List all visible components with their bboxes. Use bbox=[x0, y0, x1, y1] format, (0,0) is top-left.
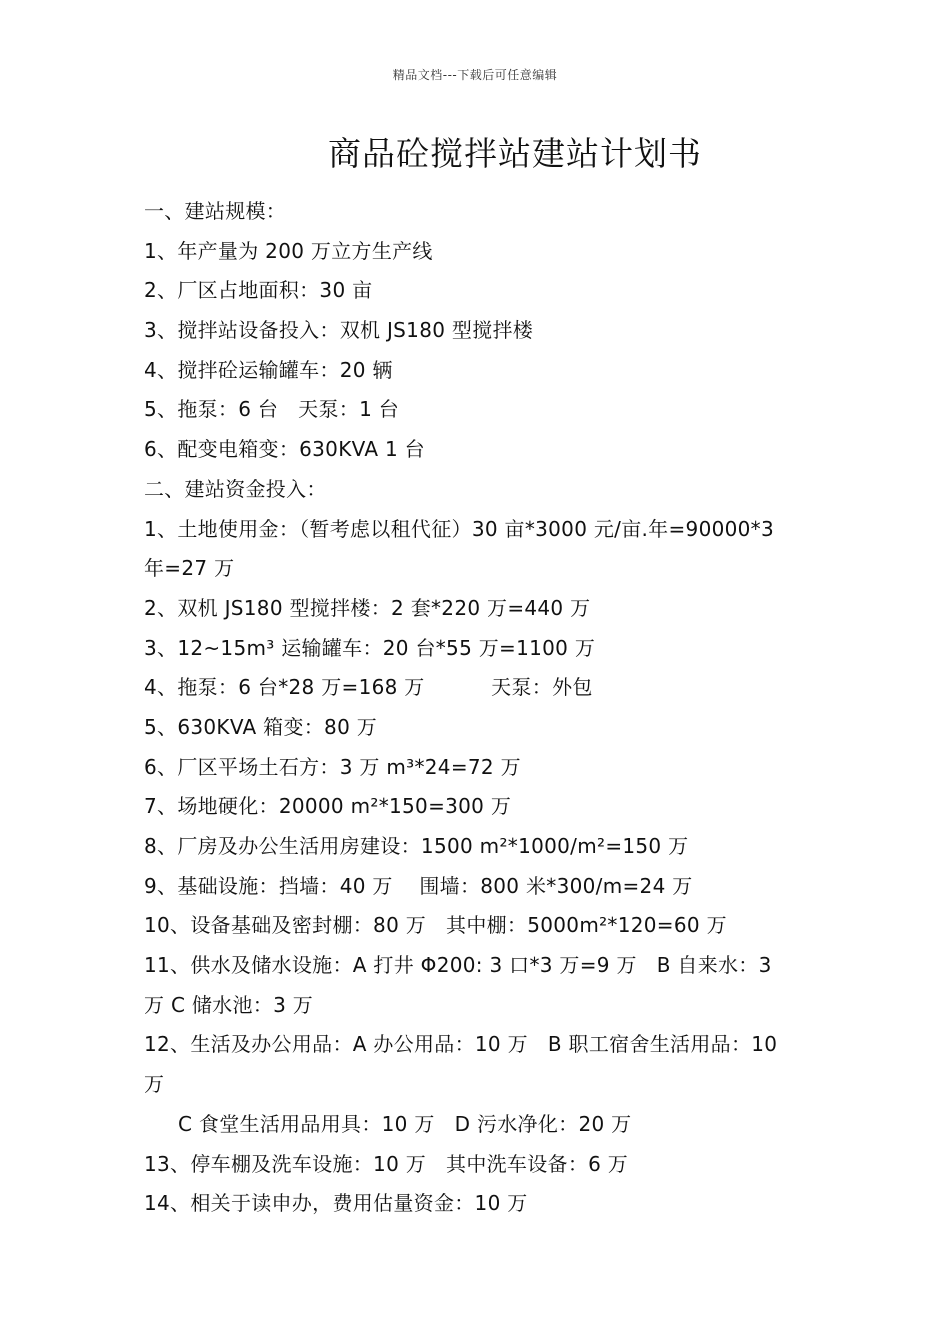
list-item-continuation: 年=27 万 bbox=[144, 556, 235, 581]
list-item: 4、拖泵：6 台*28 万=168 万 天泵：外包 bbox=[144, 675, 593, 700]
list-item: 9、基础设施：挡墙：40 万 围墙：800 米*300/m=24 万 bbox=[144, 873, 693, 898]
list-item: 3、12~15m³ 运输罐车：20 台*55 万=1100 万 bbox=[144, 635, 596, 660]
section-heading-scale: 一、建站规模： bbox=[144, 199, 287, 223]
list-item-continuation: 万 C 储水池：3 万 bbox=[144, 992, 314, 1017]
list-item: 12、生活及办公用品：A 办公用品：10 万 B 职工宿舍生活用品：10 bbox=[144, 1032, 778, 1057]
list-item: 13、停车棚及洗车设施：10 万 其中洗车设备：6 万 bbox=[144, 1151, 629, 1176]
list-item: 11、供水及储水设施：A 打井 Φ200: 3 口*3 万=9 万 B 自来水：3 bbox=[144, 953, 772, 978]
list-item: 14、相关于读申办，费用估量资金：10 万 bbox=[144, 1191, 528, 1216]
list-item: 1、年产量为 200 万立方生产线 bbox=[144, 238, 433, 263]
list-item: 6、配变电箱变：630KVA 1 台 bbox=[144, 437, 425, 462]
list-item: 5、拖泵：6 台 天泵：1 台 bbox=[144, 397, 400, 422]
list-item: 3、搅拌站设备投入：双机 JS180 型搅拌楼 bbox=[144, 318, 534, 343]
list-item: 10、设备基础及密封棚：80 万 其中棚：5000m²*120=60 万 bbox=[144, 913, 727, 938]
list-item: 2、厂区占地面积：30 亩 bbox=[144, 278, 373, 303]
list-item: 4、搅拌砼运输罐车：20 辆 bbox=[144, 357, 393, 382]
document-body bbox=[144, 192, 814, 1224]
list-item-continuation: C 食堂生活用品用具：10 万 D 污水净化：20 万 bbox=[178, 1111, 632, 1136]
section-heading-investment: 二、建站资金投入： bbox=[144, 476, 327, 501]
list-item: 6、厂区平场土石方：3 万 m³*24=72 万 bbox=[144, 754, 521, 779]
document-title: 商品砼搅拌站建站计划书 bbox=[328, 134, 702, 173]
list-item: 2、双机 JS180 型搅拌楼：2 套*220 万=440 万 bbox=[144, 595, 591, 620]
list-item-continuation: 万 bbox=[144, 1072, 165, 1097]
list-item: 7、场地硬化：20000 m²*150=300 万 bbox=[144, 794, 512, 819]
header-note: 精品文档---下载后可任意编辑 bbox=[392, 68, 558, 82]
list-item: 8、厂房及办公生活用房建设：1500 m²*1000/m²=150 万 bbox=[144, 834, 689, 858]
list-item: 1、土地使用金：（暂考虑以租代征）30 亩*3000 元/亩.年=90000*3 bbox=[144, 516, 774, 541]
list-item: 5、630KVA 箱变：80 万 bbox=[144, 714, 378, 739]
